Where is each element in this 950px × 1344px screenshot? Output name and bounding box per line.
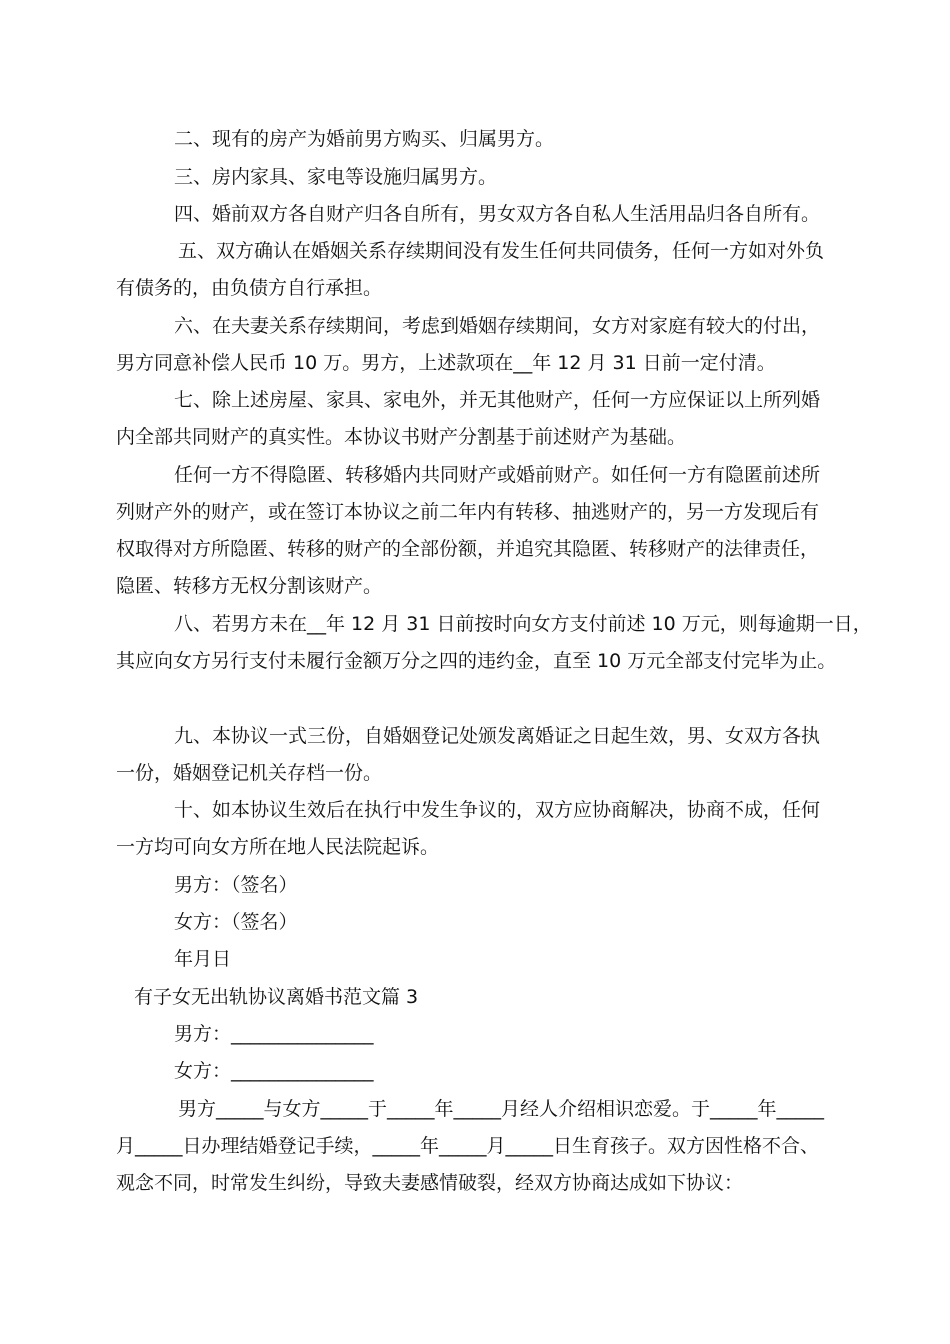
intro-line-2: 月_____日办理结婚登记手续，_____年_____月_____日生育孩子。双方因性格不合、 — [116, 1135, 820, 1157]
party-female-field: 女方：_______________ — [174, 1060, 374, 1082]
clause-7-line-2: 内全部共同财产的真实性。本协议书财产分割基于前述财产为基础。 — [116, 426, 687, 448]
clause-8-line-1: 八、若男方未在__年 12 月 31 日前按时向女方支付前述 10 万元，则每逾期一日， — [174, 613, 872, 635]
clause-9-line-1: 九、本协议一式三份，自婚姻登记处颁发离婚证之日起生效，男、女双方各执 — [174, 725, 821, 747]
clause-9-line-2: 一份，婚姻登记机关存档一份。 — [116, 762, 383, 784]
clause-5-line-1: 五、双方确认在婚姻关系存续期间没有发生任何共同债务，任何一方如对外负 — [178, 240, 825, 262]
clause-10-line-2: 一方均可向女方所在地人民法院起诉。 — [116, 836, 440, 858]
clause-4: 四、婚前双方各自财产归各自所有，男女双方各自私人生活用品归各自所有。 — [174, 203, 821, 225]
clause-10-line-1: 十、如本协议生效后在执行中发生争议的，双方应协商解决，协商不成，任何 — [174, 799, 821, 821]
intro-line-1: 男方_____与女方_____于_____年_____月经人介绍相识恋爱。于_____年_____ — [178, 1098, 825, 1120]
signature-date: 年月日 — [174, 948, 232, 970]
clause-8-line-2: 其应向女方另行支付未履行金额万分之四的违约金，直至 10 万元全部支付完毕为止。 — [116, 650, 837, 672]
conceal-paragraph-line-4: 隐匿、转移方无权分割该财产。 — [116, 575, 383, 597]
party-male-field: 男方：_______________ — [174, 1023, 374, 1045]
clause-3: 三、房内家具、家电等设施归属男方。 — [174, 166, 498, 188]
clause-7-line-1: 七、除上述房屋、家具、家电外，并无其他财产，任何一方应保证以上所列婚 — [174, 389, 821, 411]
signature-male: 男方：（签名） — [174, 874, 298, 896]
conceal-paragraph-line-2: 列财产外的财产，或在签订本协议之前二年内有转移、抽逃财产的，另一方发现后有 — [116, 501, 820, 523]
intro-line-3: 观念不同，时常发生纠纷，导致夫妻感情破裂，经双方协商达成如下协议： — [116, 1172, 744, 1194]
conceal-paragraph-line-1: 任何一方不得隐匿、转移婚内共同财产或婚前财产。如任何一方有隐匿前述所 — [174, 464, 821, 486]
clause-2: 二、现有的房产为婚前男方购买、归属男方。 — [174, 128, 555, 150]
clause-5-line-2: 有债务的，由负债方自行承担。 — [116, 277, 383, 299]
clause-6-line-2: 男方同意补偿人民币 10 万。男方，上述款项在__年 12 月 31 日前一定付清。 — [116, 352, 776, 374]
conceal-paragraph-line-3: 权取得对方所隐匿、转移的财产的全部份额，并追究其隐匿、转移财产的法律责任， — [116, 538, 820, 560]
signature-female: 女方：（签名） — [174, 911, 298, 933]
clause-6-line-1: 六、在夫妻关系存续期间，考虑到婚姻存续期间，女方对家庭有较大的付出， — [174, 315, 821, 337]
section-title: 有子女无出轨协议离婚书范文篇 3 — [134, 986, 419, 1008]
